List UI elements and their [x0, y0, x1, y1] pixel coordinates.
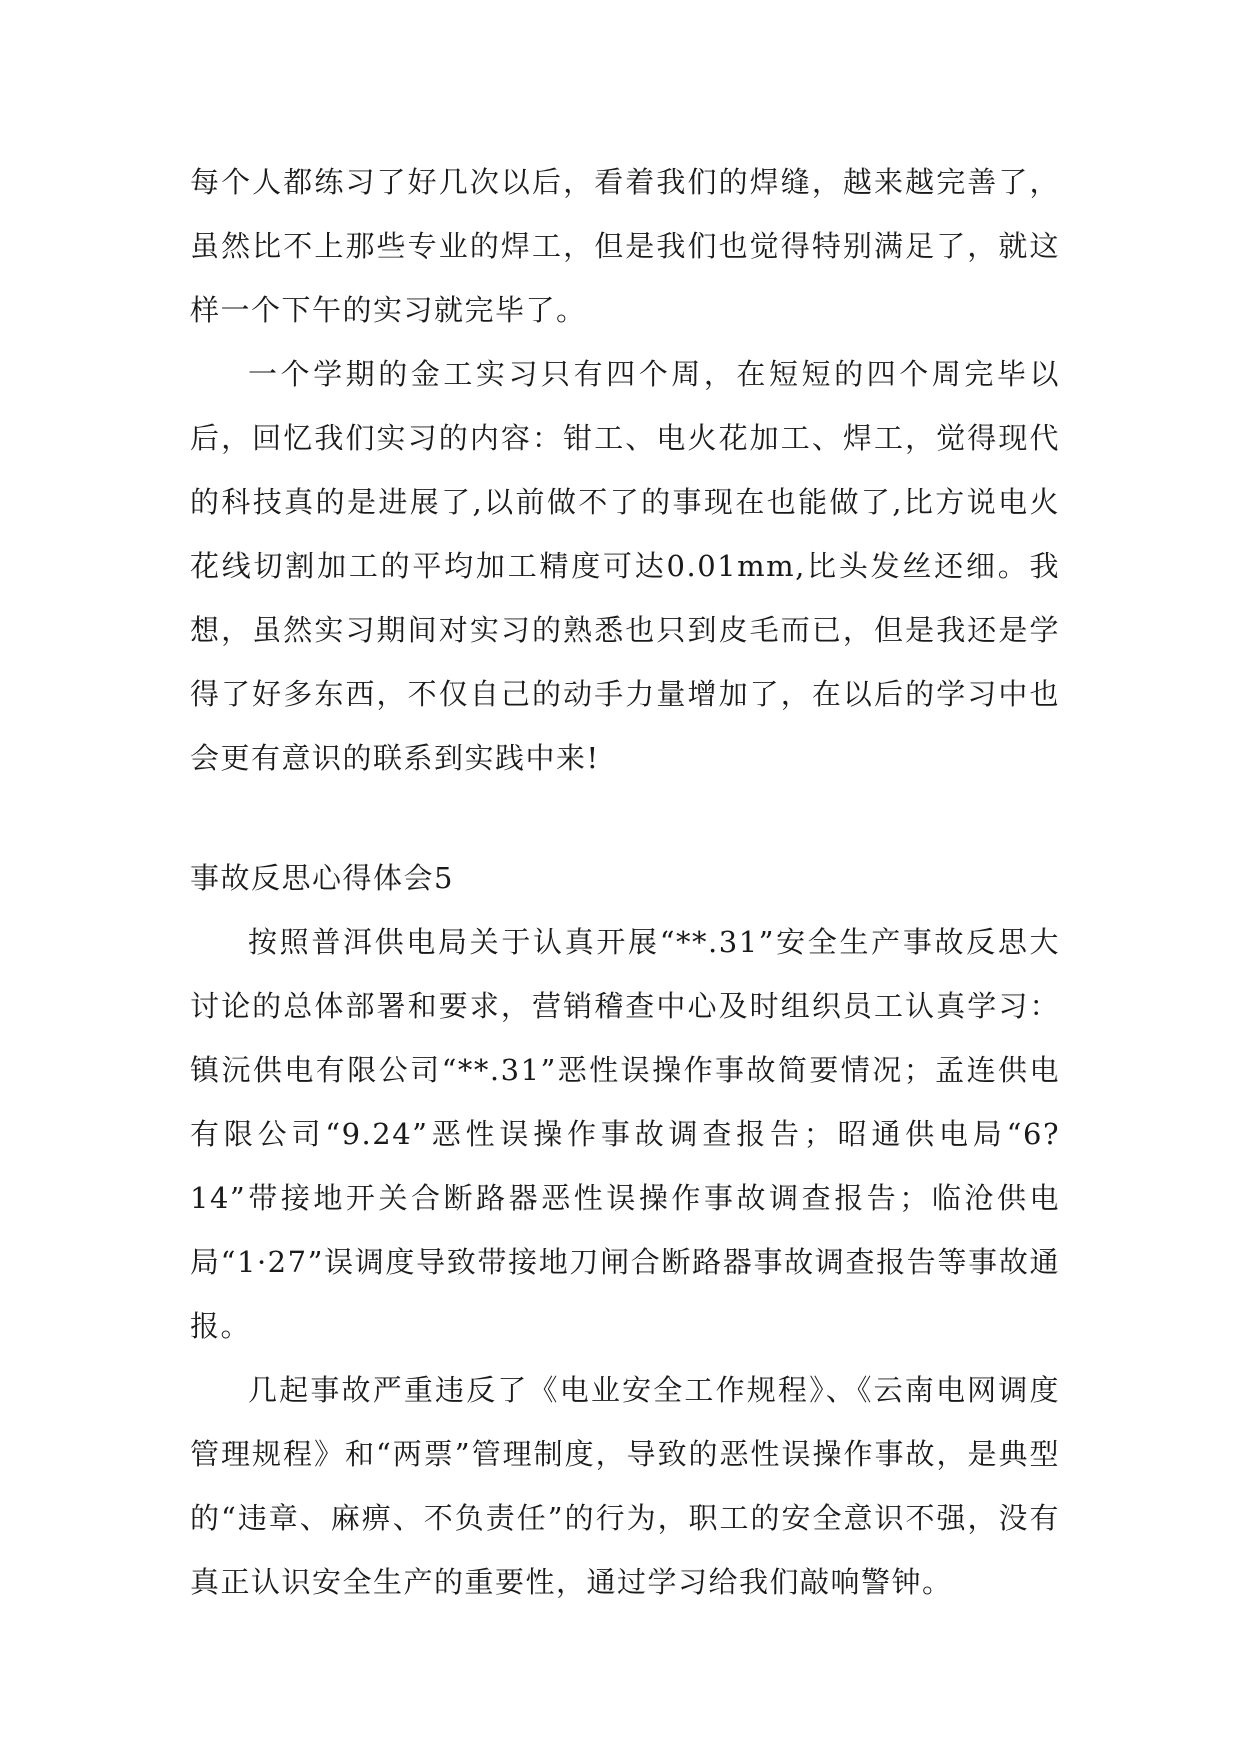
paragraph-internship-summary: 一个学期的金工实习只有四个周，在短短的四个周完毕以后，回忆我们实习的内容：钳工、电火花加工、焊工，觉得现代的科技真的是进展了,以前做不了的事现在也能做了,比方说电火花线切割加工的平均加工精度可达0.01mm,比头发丝还细。我想，虽然实习期间对实习的熟悉也只到皮毛而已，但是我还是学得了好多东西，不仅自己的动手力量增加了，在以后的学习中也会更有意识的联系到实践中来!: [190, 357, 1060, 775]
paragraph-continuation: 每个人都练习了好几次以后，看着我们的焊缝，越来越完善了，虽然比不上那些专业的焊工，但是我们也觉得特别满足了，就这样一个下午的实习就完毕了。: [190, 165, 1060, 327]
document-page: [190, 150, 1060, 1614]
paragraph-study-arrangement: 按照普洱供电局关于认真开展“**.31”安全生产事故反思大讨论的总体部署和要求，营销稽查中心及时组织员工认真学习：镇沅供电有限公司“**.31”恶性误操作事故简要情况；孟连供电有限公司“9.24”恶性误操作事故调查报告；昭通供电局“6?14”带接地开关合断路器恶性误操作事故调查报告；临沧供电局“1·27”误调度导致带接地刀闸合断路器事故调查报告等事故通报。: [190, 925, 1060, 1343]
paragraph-accident-analysis: 几起事故严重违反了《电业安全工作规程》、《云南电网调度管理规程》和“两票”管理制度，导致的恶性误操作事故，是典型的“违章、麻痹、不负责任”的行为，职工的安全意识不强，没有真正认识安全生产的重要性，通过学习给我们敲响警钟。: [190, 1373, 1060, 1599]
section-title: 事故反思心得体会5: [190, 861, 454, 895]
